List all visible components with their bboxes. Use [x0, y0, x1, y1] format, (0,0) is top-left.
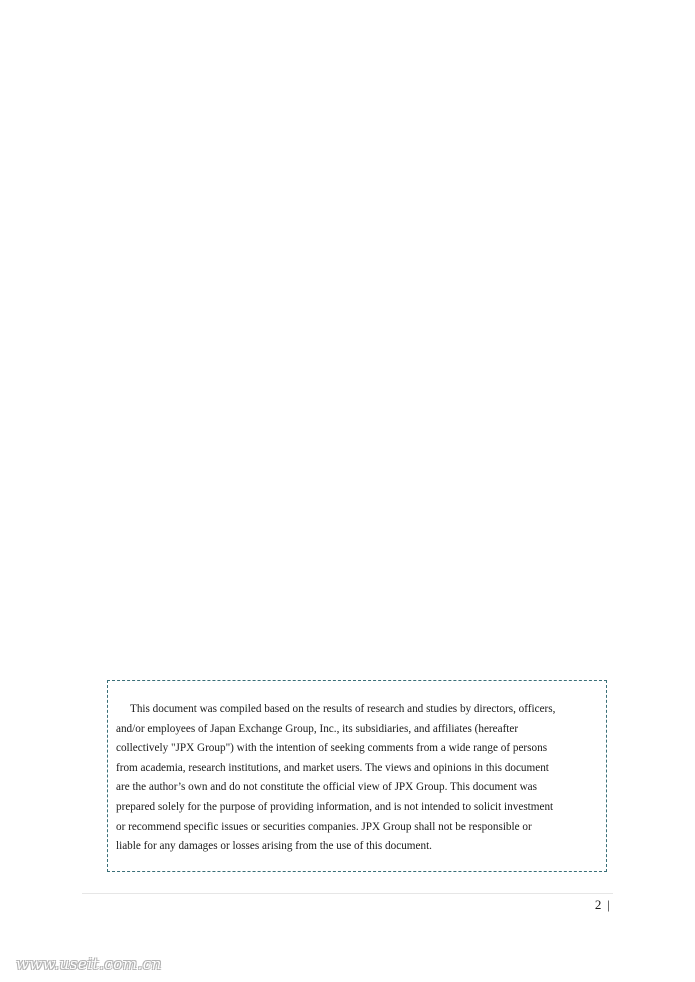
footer-divider — [82, 893, 613, 894]
disclaimer-line: prepared solely for the purpose of providing information, and is not intended to solicit investment — [116, 800, 554, 813]
disclaimer-line: and/or employees of Japan Exchange Group, Inc., its subsidiaries, and affiliates (hereafter — [116, 722, 519, 735]
disclaimer-line: from academia, research institutions, and market users. The views and opinions in this document — [116, 761, 549, 774]
disclaimer-line: This document was compiled based on the results of research and studies by directors, officers, — [130, 703, 556, 715]
disclaimer-line: liable for any damages or losses arising from the use of this document. — [116, 840, 432, 853]
disclaimer-line: collectively "JPX Group") with the intention of seeking comments from a wide range of persons — [116, 742, 548, 755]
disclaimer-box — [107, 680, 607, 872]
page-number-value: 2 — [594, 897, 602, 912]
disclaimer-text — [116, 700, 598, 857]
disclaimer-line: are the author’s own and do not constitute the official view of JPX Group. This document was — [116, 781, 538, 794]
disclaimer-line: or recommend specific issues or securities companies. JPX Group shall not be responsible or — [116, 820, 532, 833]
page-number-separator: | — [607, 897, 610, 912]
page-number — [595, 897, 610, 913]
watermark: www.useit.com.cn — [16, 955, 162, 973]
